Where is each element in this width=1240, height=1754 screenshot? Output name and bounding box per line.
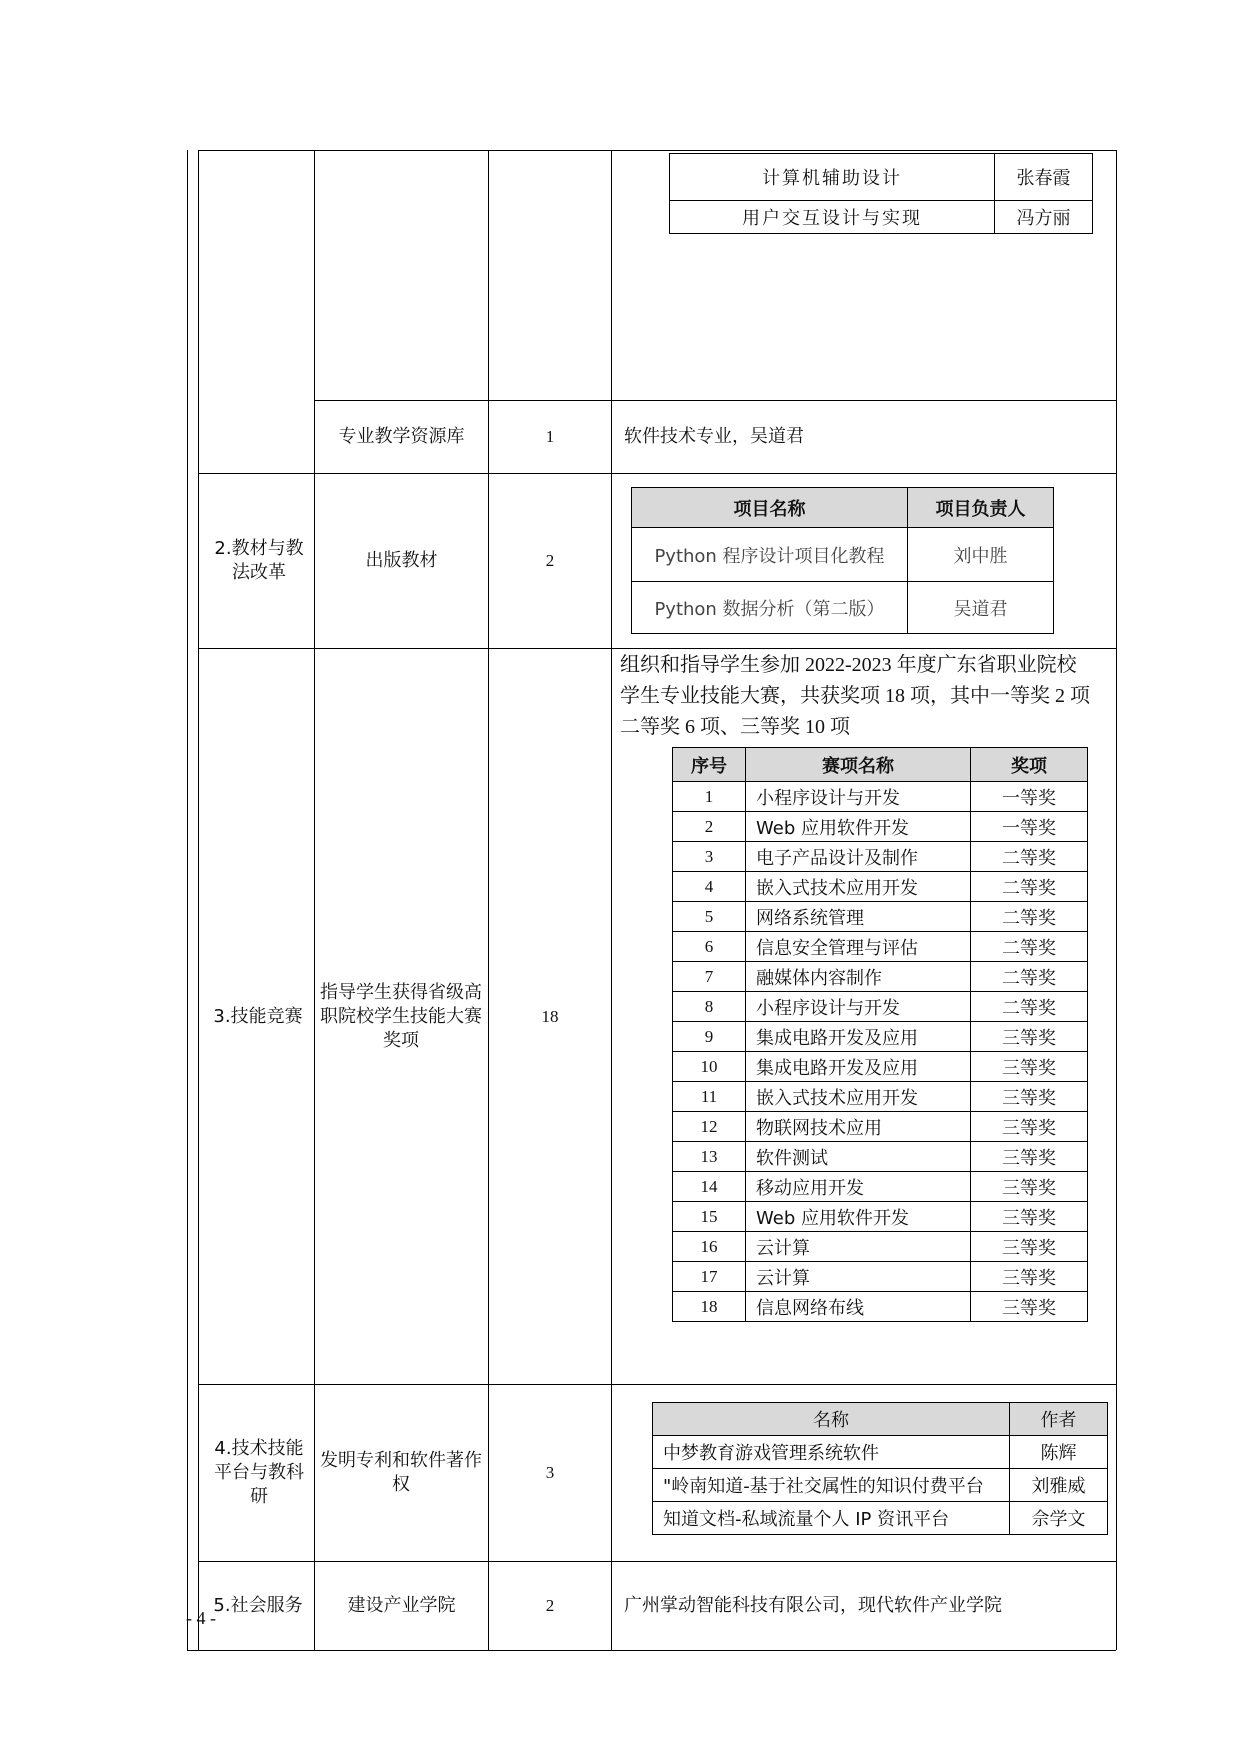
service-count: 2 bbox=[545, 1596, 555, 1615]
award-prize: 二等奖 bbox=[971, 872, 1088, 902]
award-event-name: 电子产品设计及制作 bbox=[746, 842, 971, 872]
award-serial: 16 bbox=[673, 1232, 746, 1262]
table-row bbox=[632, 528, 1054, 582]
textbook-count: 2 bbox=[545, 551, 555, 570]
course-name: 计算机辅助设计 bbox=[670, 154, 995, 201]
award-prize: 一等奖 bbox=[971, 812, 1088, 842]
service-category: 5.社会服务 bbox=[213, 1595, 303, 1616]
award-prize: 三等奖 bbox=[971, 1262, 1088, 1292]
award-event-name: 小程序设计与开发 bbox=[746, 782, 971, 812]
col-divider-1 bbox=[314, 150, 315, 1650]
table-row bbox=[673, 1052, 1088, 1082]
award-event-name: 物联网技术应用 bbox=[746, 1112, 971, 1142]
textbook-leader: 吴道君 bbox=[908, 582, 1054, 634]
award-event-name: 集成电路开发及应用 bbox=[746, 1052, 971, 1082]
award-event-name: 集成电路开发及应用 bbox=[746, 1022, 971, 1052]
patent-author: 刘雅威 bbox=[1010, 1469, 1108, 1502]
patent-name: 知道文档-私域流量个人 IP 资讯平台 bbox=[653, 1502, 1010, 1535]
award-serial: 13 bbox=[673, 1142, 746, 1172]
resource-count: 1 bbox=[545, 427, 555, 446]
award-serial: 7 bbox=[673, 962, 746, 992]
header-project-name: 项目名称 bbox=[632, 488, 908, 528]
award-prize: 三等奖 bbox=[971, 1052, 1088, 1082]
table-row bbox=[670, 201, 1093, 234]
competition-intro-line-1: 组织和指导学生参加 2022-2023 年度广东省职业院校 bbox=[620, 654, 1077, 676]
table-row bbox=[632, 582, 1054, 634]
competition-count: 18 bbox=[541, 1006, 559, 1026]
textbook-table bbox=[631, 487, 1054, 634]
table-row bbox=[673, 1172, 1088, 1202]
patent-author: 陈辉 bbox=[1010, 1436, 1108, 1469]
table-row bbox=[673, 842, 1088, 872]
table-row bbox=[653, 1436, 1108, 1469]
award-prize: 二等奖 bbox=[971, 902, 1088, 932]
header-prize: 奖项 bbox=[971, 748, 1088, 782]
table-row bbox=[653, 1502, 1108, 1535]
header-author: 作者 bbox=[1010, 1403, 1108, 1436]
table-header-row bbox=[632, 488, 1054, 528]
award-serial: 3 bbox=[673, 842, 746, 872]
award-event-name: 小程序设计与开发 bbox=[746, 992, 971, 1022]
page-number: - 4 - bbox=[186, 1608, 216, 1628]
award-event-name: 移动应用开发 bbox=[746, 1172, 971, 1202]
table-row bbox=[673, 1082, 1088, 1112]
service-detail: 广州掌动智能科技有限公司，现代软件产业学院 bbox=[624, 1595, 1002, 1616]
competition-intro-line-2: 学生专业技能大赛，共获奖项 18 项，其中一等奖 2 项 bbox=[620, 685, 1090, 707]
award-serial: 4 bbox=[673, 872, 746, 902]
table-row bbox=[673, 1022, 1088, 1052]
table-row bbox=[673, 902, 1088, 932]
patent-author: 佘学文 bbox=[1010, 1502, 1108, 1535]
research-count: 3 bbox=[545, 1463, 555, 1482]
table-row bbox=[673, 992, 1088, 1022]
header-event-name: 赛项名称 bbox=[746, 748, 971, 782]
award-event-name: 嵌入式技术应用开发 bbox=[746, 1082, 971, 1112]
table-row bbox=[673, 1292, 1088, 1322]
award-prize: 三等奖 bbox=[971, 1112, 1088, 1142]
table-row bbox=[673, 872, 1088, 902]
award-event-name: 软件测试 bbox=[746, 1142, 971, 1172]
award-event-name: 信息网络布线 bbox=[746, 1292, 971, 1322]
award-serial: 5 bbox=[673, 902, 746, 932]
research-type: 发明专利和软件著作权 bbox=[320, 1450, 482, 1495]
research-category: 4.技术技能平台与教科研 bbox=[214, 1438, 304, 1507]
award-serial: 17 bbox=[673, 1262, 746, 1292]
award-event-name: Web 应用软件开发 bbox=[746, 812, 971, 842]
table-row bbox=[673, 812, 1088, 842]
resource-type: 专业教学资源库 bbox=[338, 426, 465, 447]
award-serial: 11 bbox=[673, 1082, 746, 1112]
award-prize: 二等奖 bbox=[971, 932, 1088, 962]
textbook-leader: 刘中胜 bbox=[908, 528, 1054, 582]
award-event-name: 融媒体内容制作 bbox=[746, 962, 971, 992]
competition-category: 3.技能竞赛 bbox=[213, 1005, 303, 1027]
table-row bbox=[670, 154, 1093, 201]
course-table bbox=[669, 153, 1093, 234]
table-right-border bbox=[1116, 150, 1117, 1650]
award-serial: 1 bbox=[673, 782, 746, 812]
service-type: 建设产业学院 bbox=[347, 1595, 456, 1616]
award-event-name: 嵌入式技术应用开发 bbox=[746, 872, 971, 902]
award-serial: 12 bbox=[673, 1112, 746, 1142]
award-event-name: 网络系统管理 bbox=[746, 902, 971, 932]
patent-name: "岭南知道-基于社交属性的知识付费平台 bbox=[653, 1469, 1010, 1502]
table-top-border bbox=[198, 150, 1116, 151]
award-prize: 一等奖 bbox=[971, 782, 1088, 812]
award-serial: 8 bbox=[673, 992, 746, 1022]
award-serial: 2 bbox=[673, 812, 746, 842]
award-serial: 9 bbox=[673, 1022, 746, 1052]
award-prize: 三等奖 bbox=[971, 1202, 1088, 1232]
table-row bbox=[653, 1469, 1108, 1502]
competition-type: 指导学生获得省级高职院校学生技能大赛奖项 bbox=[320, 981, 482, 1051]
award-event-name: 信息安全管理与评估 bbox=[746, 932, 971, 962]
table-left-border-inner bbox=[198, 150, 199, 1650]
award-serial: 15 bbox=[673, 1202, 746, 1232]
table-row bbox=[673, 782, 1088, 812]
award-prize: 三等奖 bbox=[971, 1142, 1088, 1172]
col-divider-3 bbox=[611, 150, 612, 1650]
course-name: 用户交互设计与实现 bbox=[670, 201, 995, 234]
award-prize: 三等奖 bbox=[971, 1022, 1088, 1052]
table-row bbox=[673, 1202, 1088, 1232]
textbook-name: Python 数据分析（第二版） bbox=[632, 582, 908, 634]
textbook-type: 出版教材 bbox=[365, 550, 438, 571]
award-prize: 三等奖 bbox=[971, 1082, 1088, 1112]
award-prize: 三等奖 bbox=[971, 1292, 1088, 1322]
table-left-border bbox=[187, 150, 188, 1650]
header-project-leader: 项目负责人 bbox=[908, 488, 1054, 528]
course-teacher: 冯方丽 bbox=[995, 201, 1093, 234]
award-serial: 10 bbox=[673, 1052, 746, 1082]
header-serial: 序号 bbox=[673, 748, 746, 782]
textbook-name: Python 程序设计项目化教程 bbox=[632, 528, 908, 582]
table-bottom-border bbox=[187, 1650, 1116, 1651]
award-prize: 三等奖 bbox=[971, 1172, 1088, 1202]
award-event-name: Web 应用软件开发 bbox=[746, 1202, 971, 1232]
award-serial: 6 bbox=[673, 932, 746, 962]
award-prize: 二等奖 bbox=[971, 962, 1088, 992]
table-header-row bbox=[673, 748, 1088, 782]
award-prize: 三等奖 bbox=[971, 1232, 1088, 1262]
award-prize: 二等奖 bbox=[971, 992, 1088, 1022]
table-row bbox=[673, 1232, 1088, 1262]
award-event-name: 云计算 bbox=[746, 1232, 971, 1262]
patent-name: 中梦教育游戏管理系统软件 bbox=[653, 1436, 1010, 1469]
competition-intro-line-3: 二等奖 6 项、三等奖 10 项 bbox=[620, 716, 850, 738]
award-serial: 14 bbox=[673, 1172, 746, 1202]
table-row bbox=[673, 932, 1088, 962]
header-name: 名称 bbox=[653, 1403, 1010, 1436]
table-row bbox=[673, 1112, 1088, 1142]
table-row bbox=[673, 1262, 1088, 1292]
textbook-category: 2.教材与教法改革 bbox=[214, 538, 304, 583]
award-event-name: 云计算 bbox=[746, 1262, 971, 1292]
table-row bbox=[673, 1142, 1088, 1172]
awards-table bbox=[672, 747, 1088, 1322]
table-header-row bbox=[653, 1403, 1108, 1436]
patents-table bbox=[652, 1402, 1108, 1535]
course-teacher: 张春霞 bbox=[995, 154, 1093, 201]
award-serial: 18 bbox=[673, 1292, 746, 1322]
award-prize: 二等奖 bbox=[971, 842, 1088, 872]
resource-detail: 软件技术专业，吴道君 bbox=[624, 426, 804, 447]
table-row bbox=[673, 962, 1088, 992]
